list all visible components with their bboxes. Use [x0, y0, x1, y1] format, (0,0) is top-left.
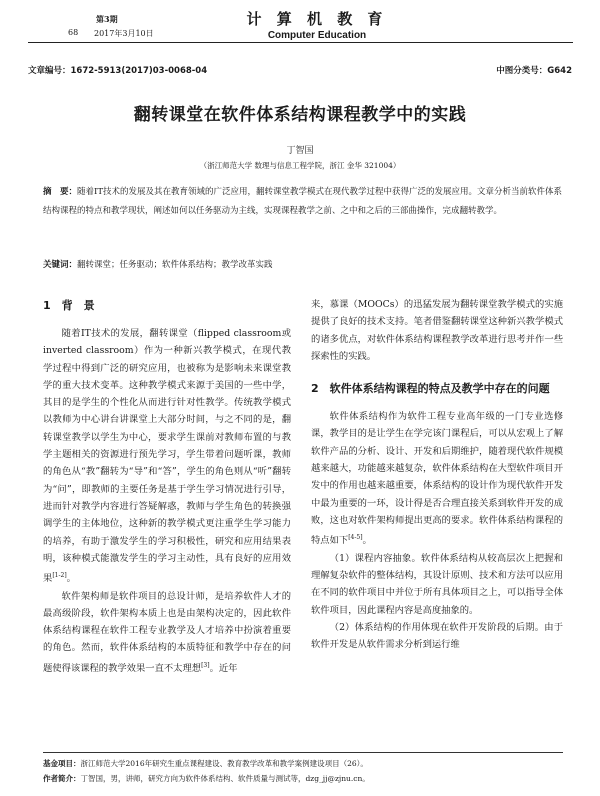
section-2-heading: 2 软件体系结构课程的特点及教学中存在的问题 [311, 382, 550, 396]
author-bio-text: 丁智国，男，讲师，研究方向为软件体系结构、软件质量与测试等，dzg_jj@zjnu.cn。 [80, 774, 370, 783]
funding-note [43, 758, 573, 769]
citation: [3] [201, 661, 210, 669]
journal-name-en: Computer Education [267, 30, 367, 41]
paper-title: 翻转课堂在软件体系结构课程教学中的实践 [133, 105, 467, 125]
abstract-text: 随着IT技术的发展及其在教育领域的广泛应用，翻转课堂教学模式在现代教学过程中获得广泛的发展应用。文章分析当前软件体系结构课程的特点和教学现状，阐述如何以任务驱动为主线，实现课程教学之前、之中和之后的三部曲操作，完成翻转教学。 [43, 187, 563, 216]
section-2-paragraph-1: 软件体系结构作为软件工程专业高年级的一门专业选修课，教学目的是让学生在学完该门课程后，可以从宏观上了解软件产品的分析、设计、开发和后期维护，随着现代软件规模越来越大，功能越来越复杂，软件体系结构在大型软件项目开发中的作用也越来越重要，体系结构的设计作为现代软件开发中最为重要的一环，设计得是否合理直接关系到软件开发的成败，这也对软件架构师提出更高的要求。软件体系结构课程的特点如下[4-5]。 [311, 411, 563, 547]
left-column [43, 296, 291, 677]
section-2-paragraph-2: （1）课程内容抽象。软件体系结构从较高层次上把握和理解复杂软件的整体结构，其设计原则、技术和方法可以应用在不同的软件项目中并位于所有具体项目之上，可以指导全体软件项目，因此课程内容是高度抽象的。 [311, 552, 563, 616]
issue-number: 第3期 [96, 14, 118, 24]
author-name: 丁智国 [286, 146, 314, 156]
section-2-paragraph-3: （2）体系结构的作用体现在软件开发阶段的后期。由于软件开发是从软件需求分析到运行维 [311, 621, 563, 651]
article-number: 文章编号：1672-5913(2017)03-0068-04 [28, 66, 208, 76]
header-rule [28, 42, 573, 43]
footnote-rule [43, 752, 563, 753]
keywords-label: 关键词： [43, 260, 78, 270]
author-affiliation: （浙江师范大学 数理与信息工程学院，浙江 金华 321004） [199, 161, 401, 170]
citation: [1-2] [52, 572, 67, 580]
abstract [43, 183, 563, 221]
funding-text: 浙江师范大学2016年研究生重点课程建设、教育教学改革和教学案例建设项目（26）。 [80, 759, 368, 768]
section-1-paragraph-2: 软件架构师是软件项目的总设计师，是培养软件人才的最高级阶段，软件架构本质上也是由架构决定的，因此软件体系结构课程在软件工程专业教学及人才培养中扮演着重要的角色。然而，软件体系结构的本质特征和教学中存在的问题使得该课程的教学效果一直不太理想[3]。近年 [43, 590, 291, 674]
keywords [43, 258, 563, 270]
author-bio [43, 773, 573, 784]
funding-label: 基金项目： [43, 759, 81, 768]
right-column [311, 296, 563, 653]
publication-date: 2017年3月10日 [94, 29, 154, 38]
citation: [4-5] [348, 534, 363, 542]
author-bio-label: 作者简介： [43, 774, 81, 783]
section-1-paragraph-1: 随着IT技术的发展，翻转课堂（flipped classroom或inverted classroom）作为一种新兴教学模式，在现代教学过程中得到广泛的研究应用，也被称为是影响未来课堂教学的重大技术变革。这种教学模式来源于美国的一些中学，其目的是学生的个性化从而进行针对性教学。传统教学模式以教师为中心讲台讲课堂上大部分时间，与之不同的是，翻转课堂教学以学生为中心，要求学生课前对教师布置的与教学主题相关的资源进行预先学习，学生带着问题听课，教师的角色从“教”翻转为“导”和“答”，学生的角色则从“听”翻转为“问”，即教师的主要任务是基于学生学习情况进行引导，进而针对教学内容进行答疑解惑，教师与学生角色的转换强调学生的主体地位，这种新的教学模式更注重学生学习能力的培养，有助于激发学生的学习积极性，研究和应用结果表明，该种模式能激发学生的学习主动性，具有良好的应用效果[1-2]。 [43, 328, 291, 585]
classification-number: 中图分类号：G642 [496, 66, 572, 76]
section-1-paragraph-continued: 来，慕课（MOOCs）的迅猛发展为翻转课堂教学模式的实施提供了良好的技术支持。笔者借鉴翻转课堂这种新兴教学模式的诸多优点，对软件体系结构课程教学改革进行思考并作一些探索性的实践。 [311, 299, 563, 362]
journal-title [212, 8, 422, 41]
abstract-label: 摘 要： [43, 187, 78, 197]
section-1-heading: 1 背 景 [43, 299, 95, 312]
keywords-text: 翻转课堂；任务驱动；软件体系结构；教学改革实践 [77, 260, 273, 270]
journal-name-zh: 计 算 机 教 育 [246, 10, 388, 28]
page-number: 68 [68, 28, 79, 37]
